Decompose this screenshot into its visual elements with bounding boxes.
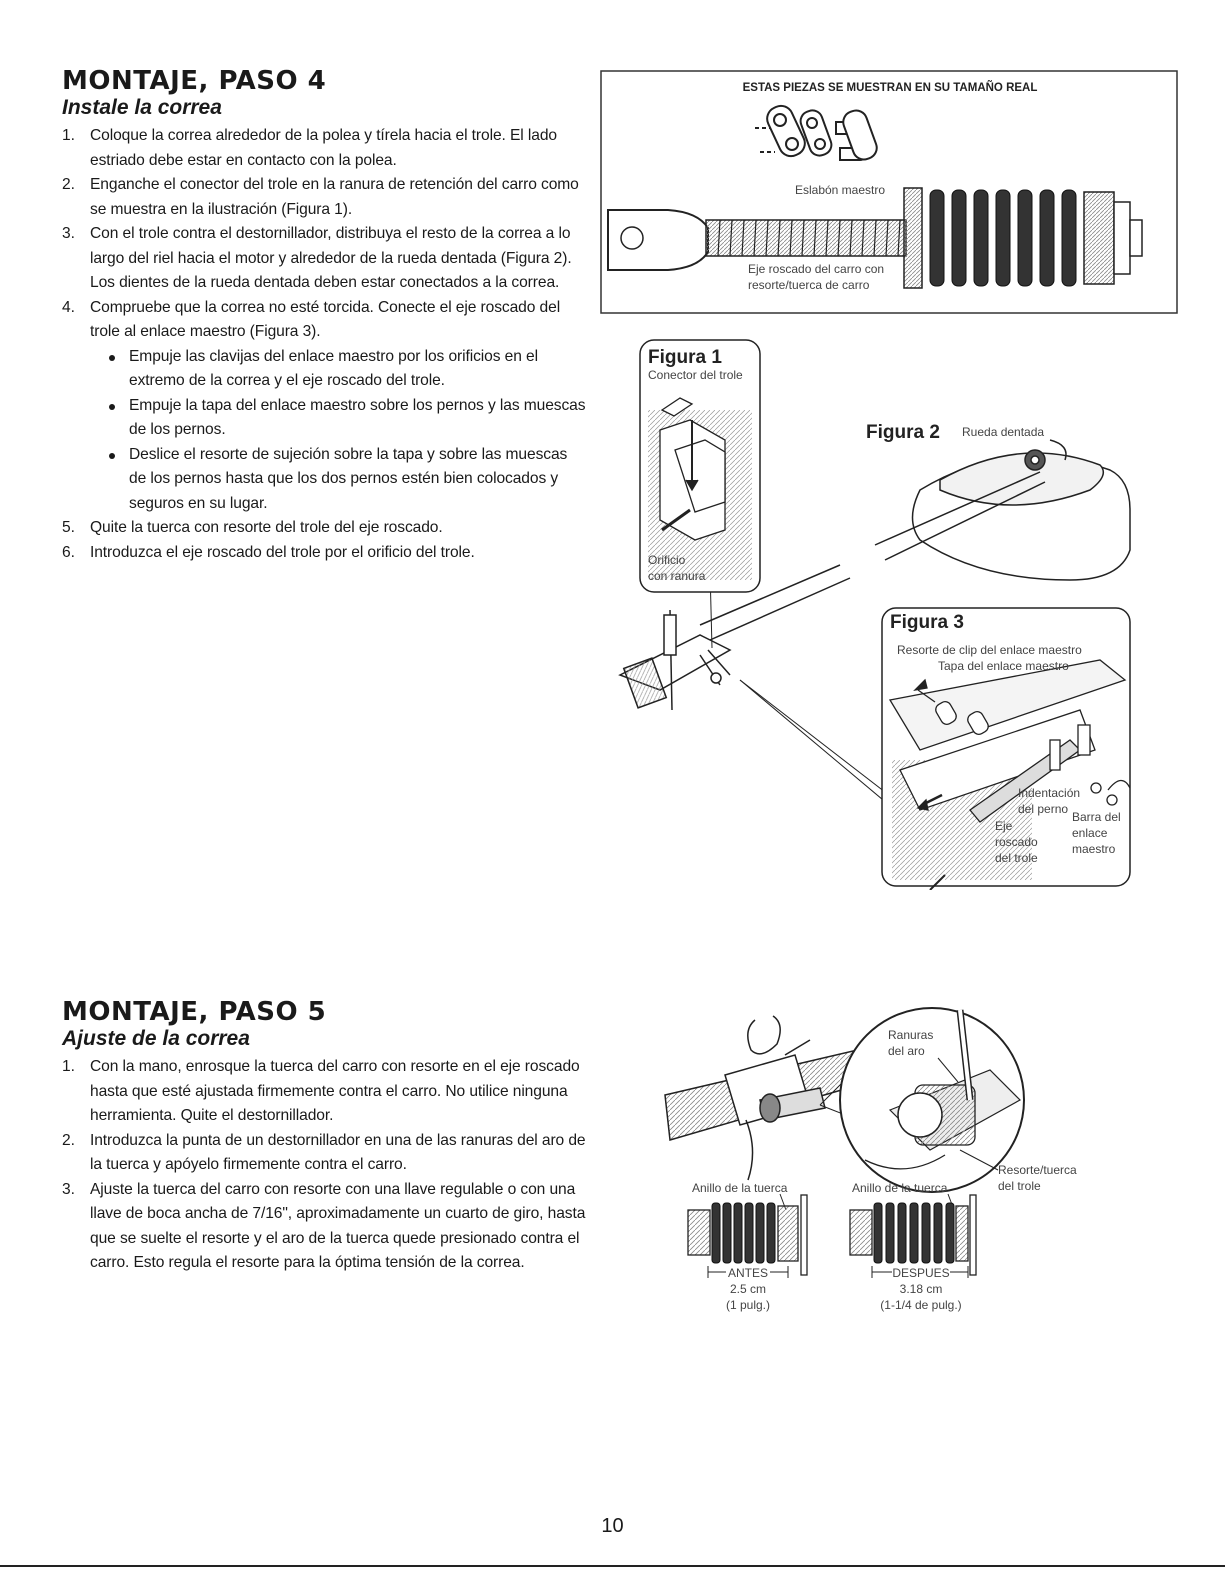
figure3-shaft-label-1: Eje: [995, 819, 1013, 833]
step5-title: MONTAJE, PASO 5: [62, 997, 327, 1027]
spring-nut-label-2: del trole: [998, 1179, 1041, 1193]
figure1-slot-label-2: con ranura: [648, 569, 706, 583]
ring-before-label: Anillo de la tuerca: [692, 1181, 788, 1195]
figure3-title: Figura 3: [890, 612, 964, 633]
figure3-indent-label-1: Indentación: [1018, 786, 1081, 800]
step4-item: 3. Con el trole contra el destornillador, distribuya el resto de la correa a lo largo del riel hacia el motor y alrededor de la rueda dentada (Figura 2). Los dientes de la rueda dentada deben estar conectados a la correa.: [62, 225, 572, 291]
page-number: 10: [601, 1515, 624, 1537]
step4-bullets: [90, 345, 587, 517]
step4-subtitle: Instale la correa: [62, 96, 222, 119]
step4-item: 1. Coloque la correa alrededor de la polea y tírela hacia el trole. El lado estriado debe estar en contacto con la polea.: [62, 127, 557, 169]
step5-list: [62, 1055, 587, 1276]
figure2-title: Figura 2: [866, 422, 940, 443]
step4-item: 4. Compruebe que la correa no esté torcida. Conecte el eje roscado del trole al enlace maestro (Figura 3). Empuje las clavijas del enlace maestro por los orificios en el extremo de la correa y el eje roscado del trole. Empuje la tapa del enlace maestro sobre los pernos y las muescas de los pernos. Deslice el resorte de sujeción sobre la tapa y sobre las muescas de los pernos hasta que los dos pernos estén bien colocados y seguros en su lugar.: [62, 296, 587, 517]
after-cm-label: 3.18 cm: [899, 1282, 943, 1296]
figure1-slot-label-1: Orificio: [648, 553, 686, 567]
spring-before-icon: [688, 1195, 807, 1275]
figure2-sprocket-label: Rueda dentada: [962, 425, 1045, 439]
step5-subtitle: Ajuste de la correa: [62, 1027, 250, 1050]
step4-list: [62, 124, 587, 565]
step5-item: 1. Con la mano, enrosque la tuerca del carro con resorte en el eje roscado hasta que esté ajustada firmemente contra el carro. No utilice ninguna herramienta. Quite el destornillador.: [62, 1058, 580, 1124]
bullet-item: Empuje las clavijas del enlace maestro por los orificios en el extremo de la correa y el eje roscado del trole.: [102, 345, 587, 394]
before-label: ANTES: [727, 1266, 769, 1280]
step4-item: 5. Quite la tuerca con resorte del trole del eje roscado.: [62, 519, 443, 536]
step5-item: 2. Introduzca la punta de un destornillador en una de las ranuras del aro de la tuerca y apóyelo firmemente contra el carro.: [62, 1131, 586, 1173]
step5-section: [62, 997, 587, 1276]
before-cm-label: 2.5 cm: [729, 1282, 767, 1296]
parts-actual-size-figure: [600, 70, 1180, 316]
figure3-bar-label-3: maestro: [1072, 842, 1116, 856]
bullet-item: Deslice el resorte de sujeción sobre la tapa y sobre las muescas de los pernos hasta que los dos pernos estén bien colocados y seguros en su lugar.: [102, 443, 587, 517]
figure3-clip-label: Resorte de clip del enlace maestro: [897, 643, 1082, 657]
figure1-inset: [640, 340, 760, 592]
figure3-indent-label-2: del perno: [1018, 802, 1069, 816]
spring-nut-icon: [904, 188, 1142, 288]
step4-section: [62, 66, 587, 565]
step4-item: 6. Introduzca el eje roscado del trole por el orificio del trole.: [62, 543, 475, 561]
figure3-shaft-label-3: del trole: [995, 851, 1038, 865]
ring-after-label: Anillo de la tuerca: [852, 1181, 948, 1195]
figure3-shaft-label-2: roscado: [995, 835, 1038, 849]
before-inch-label: (1 pulg.): [725, 1298, 771, 1312]
ring-slots-label-1: Ranuras: [888, 1028, 934, 1042]
figure3-bar-label-1: Barra del: [1072, 810, 1121, 824]
figure1-connector-label: Conector del trole: [648, 368, 743, 382]
step4-title: MONTAJE, PASO 4: [62, 66, 327, 96]
after-label: DESPUES: [892, 1266, 950, 1280]
step4-item: 2. Enganche el conector del trole en la ranura de retención del carro como se muestra en la ilustración (Figura 1).: [62, 176, 579, 218]
spring-nut-label-1: Resorte/tuerca: [998, 1163, 1077, 1177]
ring-slots-label-2: del aro: [888, 1044, 925, 1058]
bullet-item: Empuje la tapa del enlace maestro sobre los pernos y las muescas de los pernos.: [102, 394, 587, 443]
shaft-label-line1: Eje roscado del carro con: [748, 262, 885, 276]
figure3-inset: [882, 608, 1130, 890]
figure2-drawing: [866, 422, 1130, 580]
shaft-label-line2: resorte/tuerca de carro: [748, 278, 870, 292]
spring-after-icon: [850, 1195, 976, 1275]
bottom-rule: [0, 1565, 1225, 1567]
parts-box-header: ESTAS PIEZAS SE MUESTRAN EN SU TAMAÑO REAL: [742, 82, 1038, 94]
figure3-bar-label-2: enlace: [1072, 826, 1108, 840]
after-inch-label: (1-1/4 de pulg.): [880, 1298, 962, 1312]
figure3-cap-label: Tapa del enlace maestro: [938, 659, 1069, 673]
figures-1-2-3: [600, 330, 1140, 890]
step5-figure: [660, 1000, 1120, 1330]
figure1-title: Figura 1: [648, 347, 722, 368]
master-link-label: Eslabón maestro: [794, 183, 886, 197]
step5-item: 3. Ajuste la tuerca del carro con resorte con una llave regulable o con una llave de boca ancha de 7/16", aproximadamente un cuarto de giro, hasta que se suelte el resorte y el aro de la tuerca quede presionado contra el carro. Esto regula el resorte para la óptima tensión de la correa.: [62, 1180, 586, 1271]
